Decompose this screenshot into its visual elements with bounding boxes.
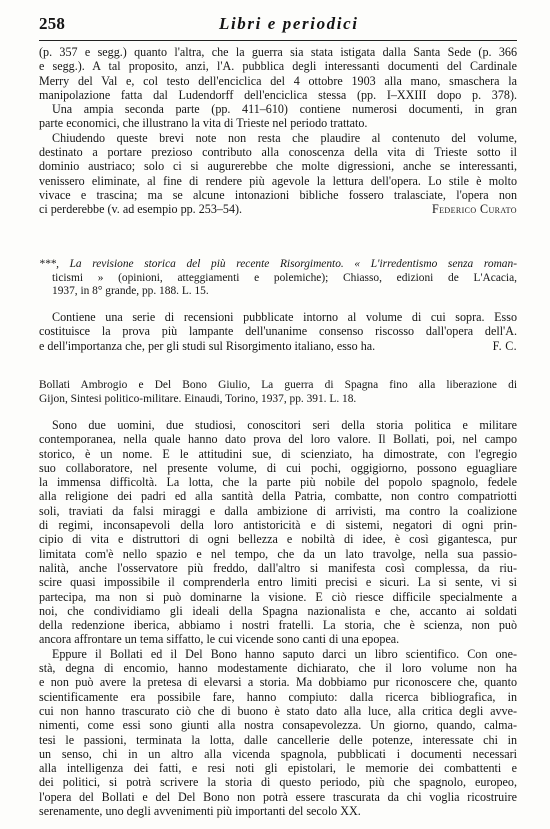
text-line: (p. 357 e segg.) quanto l'altra, che la guerra sia stata istigata dalla Santa Sede (p. 366 [39,45,517,59]
text-line: nimenti, come essi sono giunti alla nostra consapevolezza. Un giorno, quando, calma- [39,718,517,733]
text-line: Contiene una serie di recensioni pubblicate intorno al volume di cui sopra. Esso [52,310,517,324]
text-line: vivace e trascina; ma se alcune intonazioni bibliche fossero tralasciate, l'opera non [39,187,517,202]
text-line: limitata com'è nello spazio e nel tempo, che da un lato travolge, nella sua passio- [39,546,517,561]
text-line: dominio austriaco; solo ci si augurerebbe che molte digressioni, anche se interessanti, [39,159,517,174]
review-continuation [39,45,517,217]
text-line: Una ampia seconda parte (pp. 411–610) contiene numerosi documenti, in gran [52,102,517,117]
text-line: scire quasi impossibile il comprenderla entro limiti precisi e sicuri. La si sente, vi si [39,575,517,590]
text-line: stà, degna di encomio, hanno modestamente dichiarato, che il loro volume non ha [39,661,517,676]
text-line: e dell'importanza che, per gli studi sul Risorgimento italiano, esso ha. [39,338,376,353]
citation-line: Bollati Ambrogio e Del Bono Giulio, La guerra di Spagna fino alla liberazione di [39,379,517,391]
text-line: ci perderebbe (v. ad esempio pp. 253–54). [39,202,243,217]
text-line: tesi le passioni, terminata la lotta, dalle cancellerie delle potenze, interessate chi in [39,732,517,747]
text-line: costituisce la prova più lampante dell'unanime consenso riscosso dall'opera dell'A. [39,324,517,339]
text-line: un senso, chi in un altro alla vicenda spagnola, pubblicati i documenti necessari [39,746,517,761]
text-line: cipio di vita e distruttori di ogni bellezza e nobiltà di idee, è così gigantesca, pur [39,532,517,547]
review-body [39,418,517,818]
text-line: destinato a portare prezioso contributo alla conoscenza della vita di Trieste sotto il [39,145,517,160]
reviewer-signature: Federico Curato [431,202,517,217]
review-body [39,310,517,353]
header-rule [39,40,517,41]
text-line: e segg.). A tal proposito, anzi, l'A. pubblica degli interessanti documenti del Cardinale [39,59,517,74]
citation-line: 1937, in 8° grande, pp. 188. L. 15. [52,285,209,297]
closing-line [39,202,517,216]
text-line: alla intelligenza dei fatti, e resi noti gli epistolari, le memorie dei combattenti e [39,761,517,776]
text-line: contemporanea, nella quale hanno dato prova del loro valore. Il Bollati, poi, nel campo [39,432,517,447]
text-line: la immensa difficoltà. La lotta, che la parte più nobile del popolo spagnolo, fedele [39,475,517,490]
text-line: e non può avere la pretesa di elevarsi a storia. Ma dobbiamo pur riconoscere che, quanto [39,675,517,690]
text-line: scientificamente era possibile fare, hanno compiuto: dalla ricerca bibliografica, in [39,689,517,704]
text-line: cui non hanno trascurato ciò che di buono è stato dato alla luce, alla critica degli avve- [39,703,517,718]
text-line: soli, traviati da falsi miraggi e dalla ambizione di arrivisti, ma contro la coalizione [39,503,517,518]
page-number: 258 [39,14,66,33]
text-line: venissero eliminate, al fine di rendere più agevole la lettura dell'opera. Lo stile è molto [39,173,517,188]
text-line: Sono due uomini, due studiosi, conoscitori seri della storia politica e militare [52,418,517,432]
citation-line: Gijon, Sintesi politico-militare. Einaudi, Torino, 1937, pp. 391. L. 18. [39,392,357,405]
text-line: della redenzione iberica, abbiamo i nostri fratelli. La storia, che è scienza, non può [39,618,517,633]
text-line: manipolazione fatta dal Ludendorff dell'enciclica stessa (pp. I–XXIII dopo p. 378). [39,87,517,102]
text-line: partecipa, ma non si può dominarne la visione. E ciò riesce difficile specialmente a [39,589,517,604]
review-citation [39,258,517,299]
text-line: parte economici, che illustrano la vita di Trieste nel periodo trattato. [39,116,368,131]
review-citation [39,379,517,406]
text-line: noi, che condividiamo gli ideali della Spagna nazionalista e che, accanto ai soldati [39,603,517,618]
reviewer-signature: F. C. [492,338,517,353]
running-header [39,14,517,40]
text-line: alla religione dei padri ed alla santità della Patria, combatte, non contro compatriotti [39,489,517,504]
text-line: storico, è un nome. E le attitudini sue, di scienziato, ha dimostrate, con l'egregio [39,446,517,461]
citation-line: ticismi » (opinioni, atteggiamenti e polemiche); Chiasso, edizioni de L'Acacia, [52,271,517,284]
text-line: Merry del Val e, col testo dell'enciclica del 4 ottobre 1903 alla mano, smaschera la [39,73,517,88]
citation-line: ***, La revisione storica del più recente Risorgimento. « L'irredentismo senza roman- [39,258,517,270]
text-line: Eppure il Bollati ed il Del Bono hanno saputo darci un libro scientifico. Con one- [52,646,517,661]
closing-line [39,339,517,353]
text-line: serenamente, uno degli avvenimenti più importanti del secolo XX. [39,804,361,819]
text-line: suo collaboratore, nel presente volume, di cui pochi, oggigiorno, possono eguagliare [39,460,517,475]
text-line: Chiudendo queste brevi note non resta che plaudire al contenuto del volume, [52,130,517,145]
running-title: Libri e periodici [219,14,359,33]
text-line: di regimi, inconsapevoli della loro antistoricità e di sistemi, negatori di ogni prin- [39,518,517,533]
text-line: nalità, anche l'osservatore più freddo, dall'altro si manifesta così complessa, da riu- [39,560,517,575]
text-line: l'opera del Bollati e del Del Bono non potrà essere trascurata da chi voglia ricostruire [39,789,517,804]
text-line: ancora affrontare un tema siffatto, le cui vicende sono canti di una epopea. [39,632,400,647]
text-line: dei politici, si potrà scrivere la storia di questo periodo, più che spagnolo, europeo, [39,775,517,790]
